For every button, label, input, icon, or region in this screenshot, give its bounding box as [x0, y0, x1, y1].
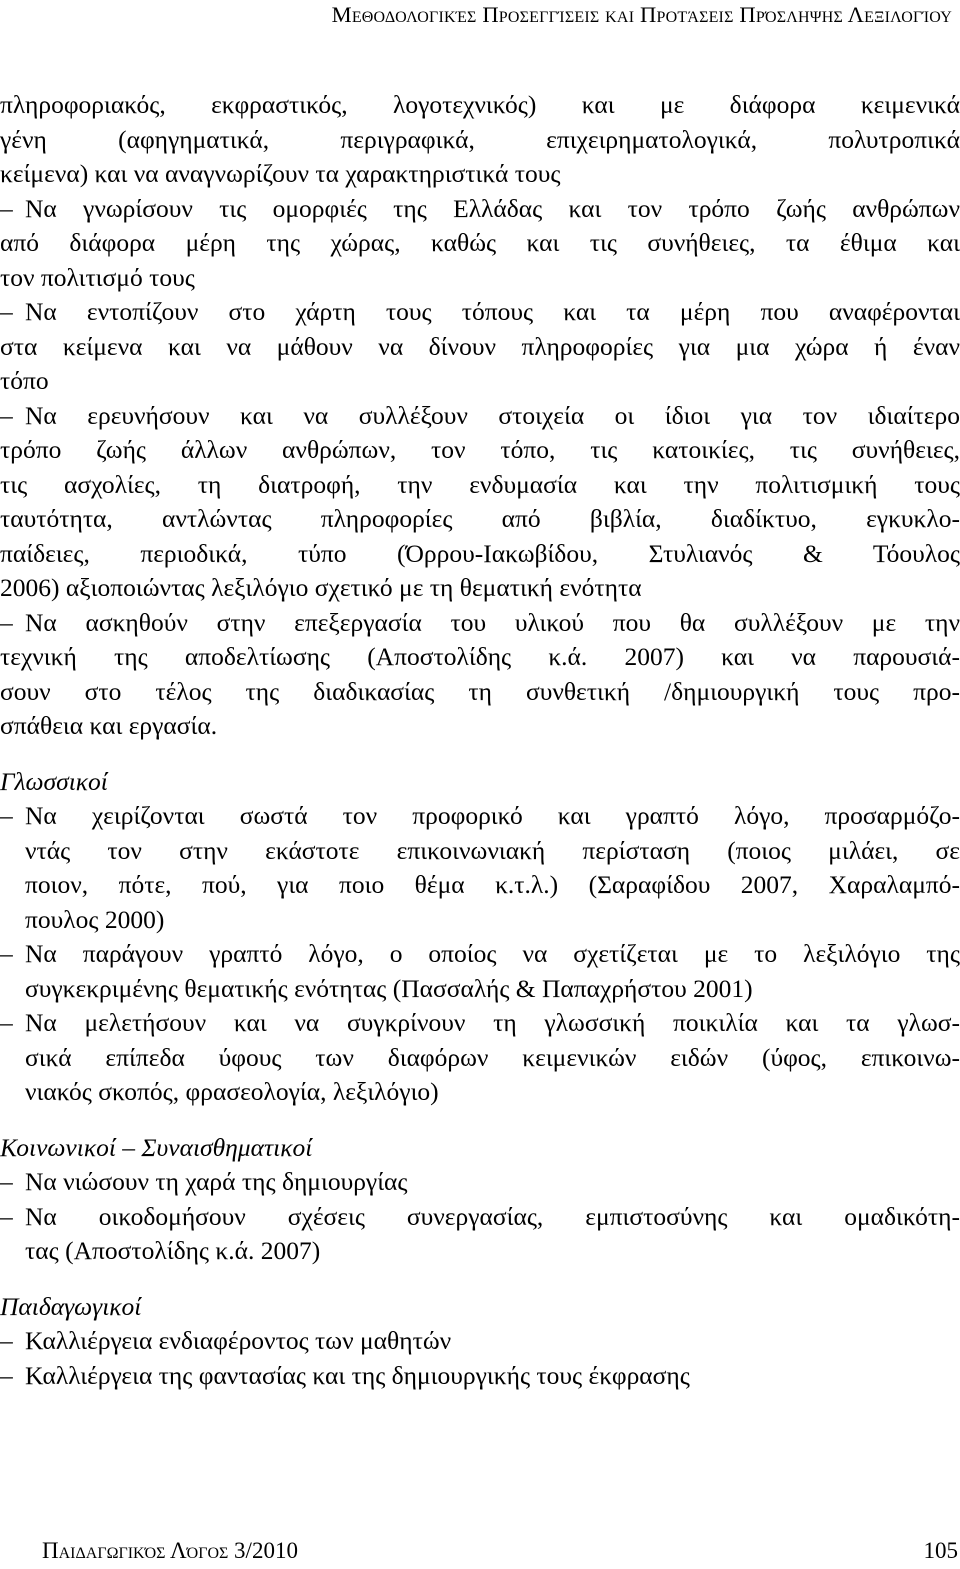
- bullet-dash: –: [0, 193, 13, 223]
- list-item-text: Να γνωρίσουν τις ομορφιές της Ελλάδας και τον τρόπο ζωής ανθρώπων: [25, 193, 960, 223]
- list-item: [0, 1006, 960, 1041]
- list-item: [0, 295, 960, 330]
- list-item: [0, 399, 960, 434]
- bullet-dash: –: [0, 400, 13, 430]
- intro-line: κείμενα) και να αναγνωρίζουν τα χαρακτηριστικά τους: [0, 159, 561, 188]
- list-item-continuation: νιακός σκοπός, φρασεολογία, λεξιλόγιο): [25, 1077, 439, 1106]
- body-text: [0, 88, 960, 1393]
- section-heading-social-emotional: Κοινωνικοί – Συναισθηματικοί: [0, 1132, 313, 1162]
- list-item-text: Καλλιέργεια ενδιαφέροντος των μαθητών: [25, 1326, 452, 1355]
- list-item-text: Να παράγουν γραπτό λόγο, ο οποίος να σχετίζεται με το λεξιλόγιο της: [25, 939, 960, 968]
- list-item-continuation: ντάς τον στην εκάστοτε επικοινωνιακή περίσταση (ποιος μιλάει, σε: [25, 835, 960, 865]
- bullet-dash: –: [0, 1167, 13, 1196]
- intro-line: πληροφοριακός, εκφραστικός, λογοτεχνικός) και με διάφορα κειμενικά: [0, 90, 960, 119]
- list-item-text: Να ασκηθούν στην επεξεργασία του υλικού που θα συλλέξουν με την: [25, 607, 960, 637]
- list-item: [0, 1200, 960, 1235]
- list-item: [0, 1324, 960, 1359]
- list-item-text: Να νιώσουν τη χαρά της δημιουργίας: [25, 1167, 408, 1196]
- bullet-dash: –: [0, 1008, 13, 1037]
- list-item-continuation: τεχνική της αποδελτίωσης (Αποστολίδης κ.ά. 2007) και να παρουσιά-: [0, 642, 960, 671]
- bullet-dash: –: [0, 1326, 13, 1355]
- list-item: [0, 192, 960, 227]
- list-item-continuation: τις ασχολίες, τη διατροφή, την ενδυμασία και την πολιτισμική τους: [0, 469, 960, 499]
- list-item: [0, 1165, 960, 1200]
- bullet-dash: –: [0, 607, 13, 637]
- list-item-text: Να οικοδομήσουν σχέσεις συνεργασίας, εμπιστοσύνης και ομαδικότη-: [25, 1201, 960, 1231]
- list-item-continuation: τον πολιτισμό τους: [0, 262, 195, 292]
- bullet-dash: –: [0, 1201, 13, 1231]
- list-item-continuation: συγκεκριμένης θεματικής ενότητας (Πασσαλής & Παπαχρήστου 2001): [25, 973, 753, 1003]
- bullet-dash: –: [0, 297, 13, 326]
- intro-line: γένη (αφηγηματικά, περιγραφικά, επιχειρηματολογικά, πολυτροπικά: [0, 124, 960, 154]
- list-item-continuation: από διάφορα μέρη της χώρας, καθώς και τις συνήθειες, τα έθιμα και: [0, 228, 960, 257]
- list-item-continuation: στα κείμενα και να μάθουν να δίνουν πληροφορίες για μια χώρα ή έναν: [0, 331, 960, 361]
- bullet-dash: –: [0, 939, 13, 968]
- list-item-continuation: τας (Αποστολίδης κ.ά. 2007): [25, 1236, 321, 1265]
- list-item-text: Να εντοπίζουν στο χάρτη τους τόπους και τα μέρη που αναφέρονται: [25, 297, 960, 326]
- list-item: [0, 606, 960, 641]
- list-item: [0, 937, 960, 972]
- list-item: [0, 1359, 960, 1394]
- list-item-continuation: παίδειες, περιοδικά, τύπο (Όρρου-Ιακωβίδου, Στυλιανός & Τόουλος: [0, 538, 960, 568]
- list-item-continuation: ποιον, πότε, πού, για ποιο θέμα κ.τ.λ.) (Σαραφίδου 2007, Χαραλαμπό-: [25, 870, 960, 899]
- section-heading-linguistic: Γλωσσικοί: [0, 766, 108, 796]
- list-item-continuation: 2006) αξιοποιώντας λεξιλόγιο σχετικό με τη θεματική ενότητα: [0, 573, 642, 602]
- bullet-dash: –: [0, 801, 13, 830]
- list-item-continuation: τρόπο ζωής άλλων ανθρώπων, τον τόπο, τις κατοικίες, τις συνήθειες,: [0, 435, 960, 464]
- list-item: [0, 799, 960, 834]
- page-number: 105: [923, 1538, 958, 1563]
- bullet-dash: –: [0, 1360, 13, 1390]
- running-header: Μεθοδολογικές Προσεγγίσεις και Προτάσεις Πρόσληψης Λεξιλογίου: [331, 2, 952, 27]
- list-item-text: Να μελετήσουν και να συγκρίνουν τη γλωσσική ποικιλία και τα γλωσ-: [25, 1008, 960, 1037]
- list-item-continuation: σουν στο τέλος της διαδικασίας τη συνθετική /δημιουργική τους προ-: [0, 676, 960, 706]
- list-item-continuation: σπάθεια και εργασία.: [0, 711, 218, 740]
- list-item-text: Να χειρίζονται σωστά τον προφορικό και γραπτό λόγο, προσαρμόζο-: [25, 801, 960, 830]
- list-item-continuation: σικά επίπεδα ύφους των διαφόρων κειμενικών ειδών (ύφος, επικοινω-: [25, 1042, 960, 1072]
- list-item-text: Καλλιέργεια της φαντασίας και της δημιουργικής τους έκφρασης: [25, 1360, 690, 1390]
- section-heading-pedagogical: Παιδαγωγικοί: [0, 1291, 142, 1321]
- journal-title: Παιδαγωγικός Λόγος 3/2010: [42, 1538, 298, 1563]
- list-item-continuation: ταυτότητα, αντλώντας πληροφορίες από βιβλία, διαδίκτυο, εγκυκλο-: [0, 504, 960, 533]
- list-item-continuation: πουλος 2000): [25, 904, 165, 934]
- list-item-text: Να ερευνήσουν και να συλλέξουν στοιχεία οι ίδιοι για τον ιδιαίτερο: [25, 400, 960, 430]
- list-item-continuation: τόπο: [0, 366, 49, 395]
